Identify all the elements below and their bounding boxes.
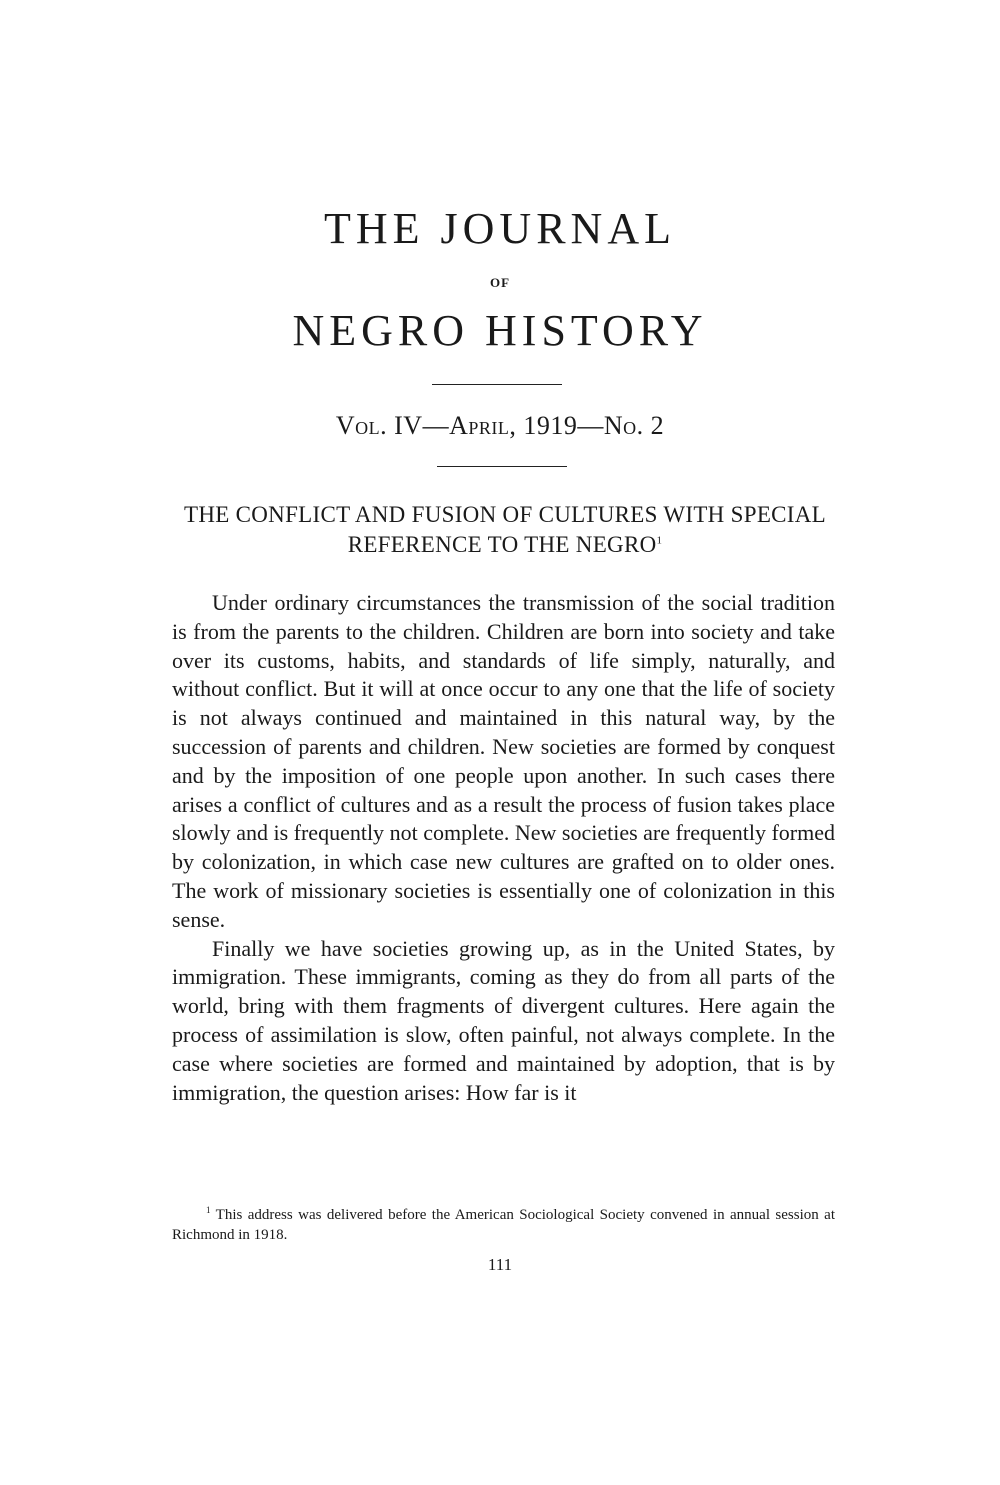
footnote-text: This address was delivered before the American Sociological Society convened in annual session at Richmond in 1918. [172,1207,835,1243]
body-paragraph-1: Under ordinary circumstances the transmission of the social tradition is from the parents to the children. Children are born into society and take over its customs, habits, and standards of life simply, naturally, and without conflict. But it will at once occur to any one that the life of society is not always continued and maintained in this natural way, by the succession of parents and children. New societies are formed by conquest and by the imposition of one people upon another. In such cases there arises a conflict of cultures and as a result the process of fusion takes place slowly and is frequently not complete. New societies are frequently formed by colonization, in which case new cultures are grafted on to older ones. The work of missionary societies is essentially one of colonization in this sense. [172,590,835,932]
page-number: 111 [487,1255,513,1274]
issue-line: Vol. IV—April, 1919—No. 2 [335,411,665,440]
article-title [160,500,850,560]
footnote-mark: 1 [206,1205,211,1215]
journal-title-line-2: NEGRO HISTORY [292,306,708,355]
article-title-text: THE CONFLICT AND FUSION OF CULTURES WITH SPECIAL REFERENCE TO THE NEGRO [183,502,827,557]
journal-title-of: OF [489,275,511,290]
body-paragraph-2: Finally we have societies growing up, as in the United States, by immigration. These immigrants, coming as they do from all parts of the world, bring with them fragments of divergent cultures. Here again the process of assimilation is slow, often painful, not always complete. In the case where societies are formed and maintained by adoption, that is by immigration, the question arises: How far is it [172,935,835,1105]
journal-title-line-1: THE JOURNAL [324,204,676,253]
article-title-footnote-mark: 1 [656,534,663,547]
footnote [172,1206,835,1245]
divider-rule-bottom [437,466,567,467]
article-body [172,589,835,1107]
footnote-line [172,1206,835,1245]
divider-rule-top [432,384,562,385]
